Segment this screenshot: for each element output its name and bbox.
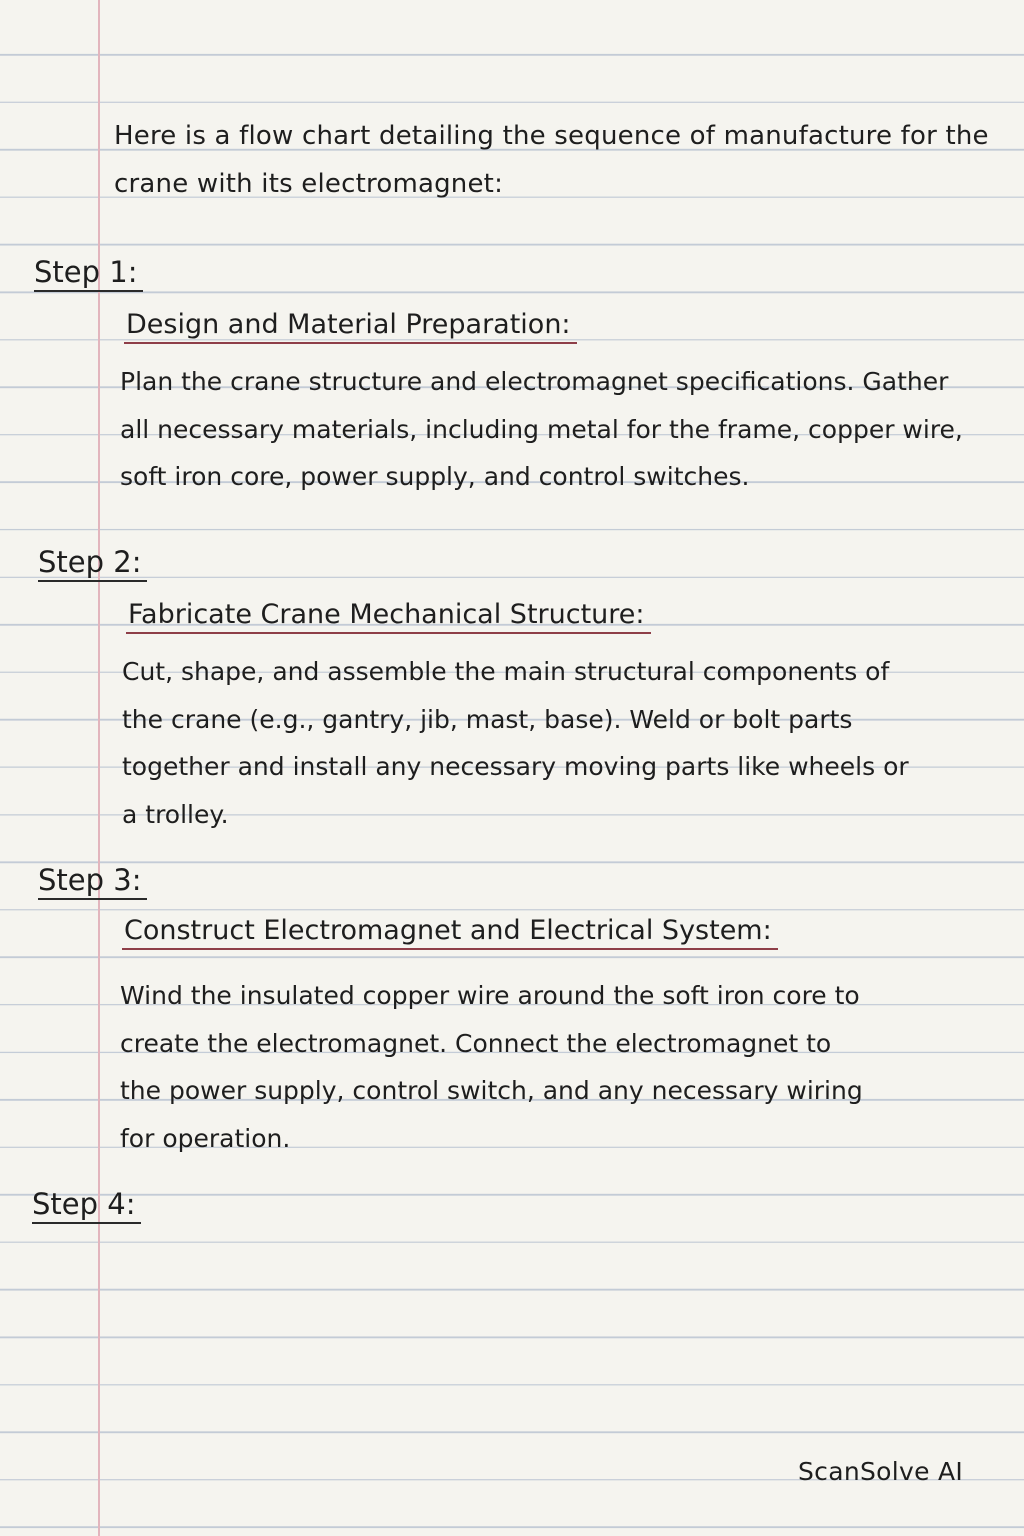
step-1-title: Design and Material Preparation: [124, 308, 577, 344]
step-3-label: Step 3: [38, 862, 147, 900]
intro-text: Here is a flow chart detailing the sequence of manufacture for the crane with its electromagnet: [114, 121, 989, 199]
step-4-label: Step 4: [32, 1186, 141, 1224]
step-3-title: Construct Electromagnet and Electrical System: [122, 914, 778, 950]
margin-line [98, 0, 100, 1536]
step-3-body: Wind the insulated copper wire around the soft iron core to create the electromagnet. Connect the electromagnet to the power supply, control switch, and any necessary wiring for operation. [120, 981, 863, 1153]
brand-watermark: ScanSolve AI [798, 1457, 964, 1486]
step-2-body: Cut, shape, and assemble the main structural components of the crane (e.g., gantry, jib, mast, base). Weld or bolt parts together and install any necessary moving parts like wheels or a trolley. [122, 657, 909, 829]
step-2-title: Fabricate Crane Mechanical Structure: [126, 598, 651, 634]
step-1-label: Step 1: [34, 254, 143, 292]
step-2-label: Step 2: [38, 544, 147, 582]
step-1-body: Plan the crane structure and electromagnet specifications. Gather all necessary materials, including metal for the frame, copper wire, soft iron core, power supply, and control switches. [120, 367, 963, 491]
